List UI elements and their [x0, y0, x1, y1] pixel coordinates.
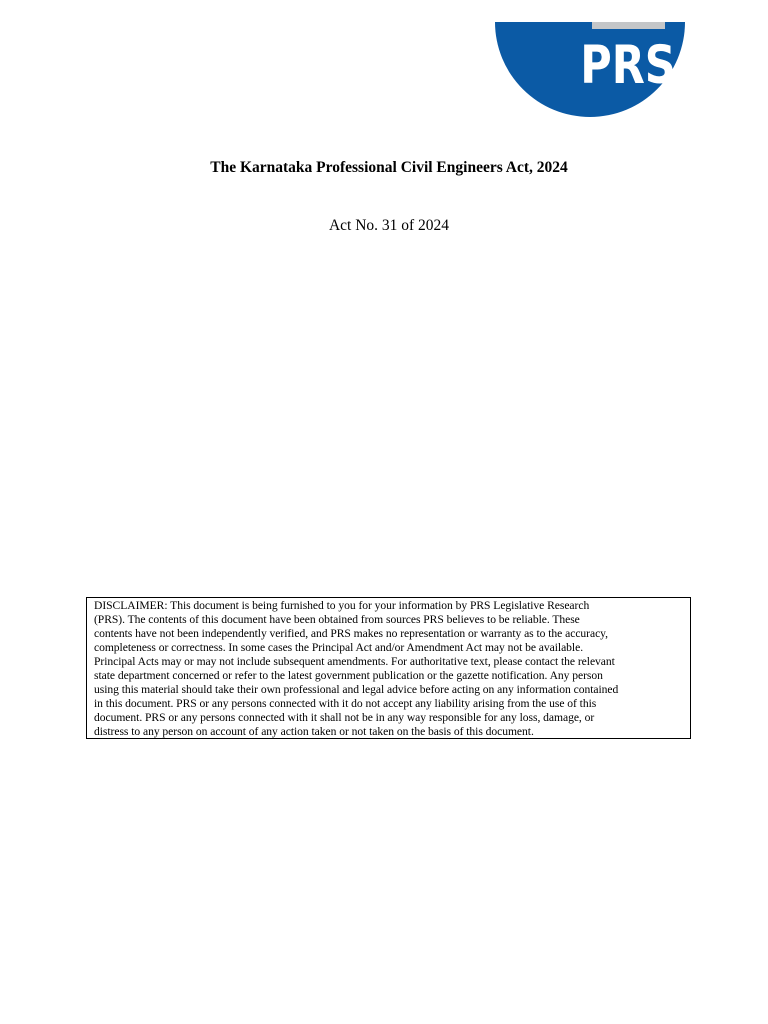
- disclaimer-line: Principal Acts may or may not include subsequent amendments. For authoritative text, please contact the relevant: [94, 655, 615, 668]
- disclaimer-line: using this material should take their own professional and legal advice before acting on any information contained: [94, 683, 619, 696]
- logo-accent-bar: [592, 22, 665, 29]
- disclaimer-box: [86, 597, 691, 739]
- logo-text: PRS: [580, 34, 676, 97]
- prs-logo: [493, 0, 687, 122]
- act-number: Act No. 31 of 2024: [328, 217, 450, 234]
- document-title: The Karnataka Professional Civil Engineers Act, 2024: [210, 159, 568, 176]
- disclaimer-line: distress to any person on account of any action taken or not taken on the basis of this document.: [94, 725, 534, 738]
- disclaimer-line: contents have not been independently verified, and PRS makes no representation or warranty as to the accuracy,: [94, 627, 609, 640]
- disclaimer-line: (PRS). The contents of this document have been obtained from sources PRS believes to be reliable. These: [94, 613, 580, 626]
- disclaimer-line: state department concerned or refer to the latest government publication or the gazette notification. Any person: [94, 669, 603, 682]
- disclaimer-line: document. PRS or any persons connected with it shall not be in any way responsible for any loss, damage, or: [94, 711, 595, 724]
- disclaimer-line: in this document. PRS or any persons connected with it do not accept any liability arising from the use of this: [94, 697, 597, 710]
- prs-logo-mark: [493, 0, 687, 122]
- disclaimer-line: completeness or correctness. In some cases the Principal Act and/or Amendment Act may not be available.: [94, 641, 584, 654]
- disclaimer-line: DISCLAIMER: This document is being furnished to you for your information by PRS Legislative Research: [94, 599, 590, 612]
